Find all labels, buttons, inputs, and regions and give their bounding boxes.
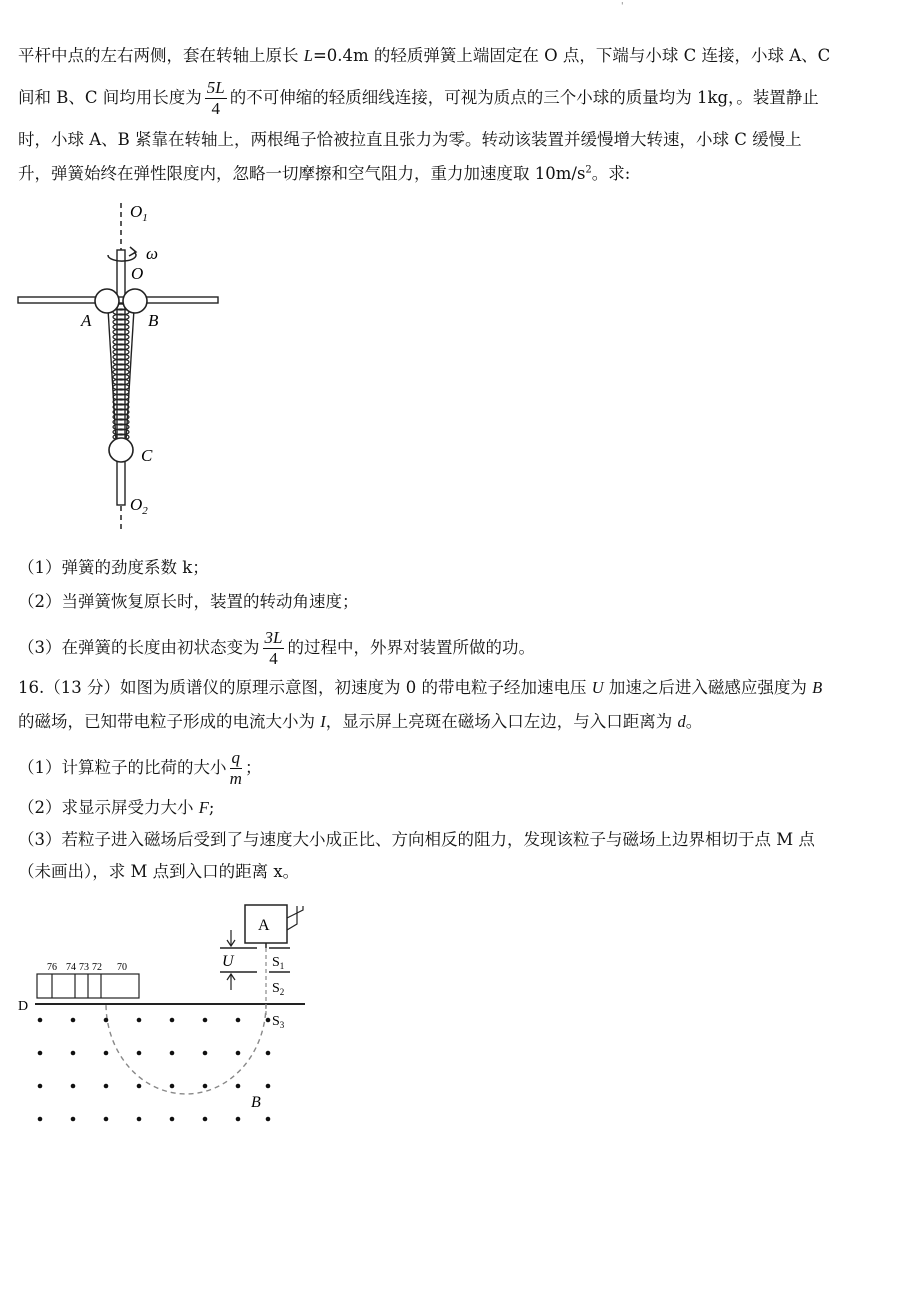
field-dot	[71, 1084, 76, 1089]
field-dot	[38, 1018, 43, 1023]
svg-text:S3: $S_3$	[272, 1014, 285, 1030]
problem-16-question-3-line-2: （未画出），求 M 点到入口的距离 x。	[18, 862, 300, 881]
field-dot	[203, 1084, 208, 1089]
problem-15-line-2: 间和 B、C 间均用长度为 $\frac{5L}{4}$ 的不可伸缩的轻质细线连接，可视为质点的三个小球的质量均为 1kg，。装置静止	[18, 78, 819, 118]
problem-15-question-2: （2）当弹簧恢复原长时，装置的转动角速度；	[18, 592, 359, 611]
fraction-q-over-m: $\frac{q}{m}$	[229, 748, 242, 788]
field-dot	[104, 1018, 109, 1023]
field-dot	[203, 1117, 208, 1122]
page-mark: '	[621, 2, 624, 12]
field-dot	[104, 1084, 109, 1089]
problem-16-question-1: （1）计算粒子的比荷的大小 $\frac{q}{m}$ ；	[18, 748, 262, 788]
problem-16-question-3-line-1: （3）若粒子进入磁场后受到了与速度大小成正比、方向相反的阻力，发现该粒子与磁场上边界相切于点 M 点	[18, 830, 815, 849]
svg-text:A: A	[258, 917, 270, 934]
svg-text:O1: $O_1$	[130, 202, 148, 224]
svg-text:70: 70	[117, 962, 127, 973]
svg-text:O2: $O_2$	[130, 495, 148, 517]
fraction-5L-over-4: $\frac{5L}{4}$	[206, 78, 225, 118]
svg-text:73: 73	[79, 962, 89, 973]
ball-a	[95, 289, 119, 313]
field-dot	[236, 1051, 241, 1056]
ball-c	[109, 438, 133, 462]
svg-text:76: 76	[47, 962, 57, 973]
svg-text:O: O	[131, 264, 144, 283]
field-dot	[236, 1084, 241, 1089]
svg-text:A: A	[81, 311, 92, 330]
svg-text:B: B	[148, 311, 159, 330]
svg-text:D: D	[18, 999, 29, 1014]
field-dot	[104, 1117, 109, 1122]
field-dot	[38, 1084, 43, 1089]
field-dot	[38, 1051, 43, 1056]
field-dot	[203, 1018, 208, 1023]
svg-text:U: U	[222, 953, 234, 970]
field-dot	[137, 1051, 142, 1056]
field-dot	[236, 1117, 241, 1122]
mass-spectrometer-diagram	[15, 900, 315, 1140]
field-dot	[137, 1018, 142, 1023]
problem-15-question-1: （1）弹簧的劲度系数 k；	[18, 558, 209, 577]
field-dot	[170, 1117, 175, 1122]
svg-text:74: 74	[66, 962, 76, 973]
svg-text:S2: $S_2$	[272, 981, 285, 997]
svg-text:ω: ω	[146, 244, 159, 263]
rotating-spring-diagram	[10, 195, 240, 535]
field-dot	[266, 1084, 271, 1089]
field-dot	[71, 1051, 76, 1056]
field-dot	[266, 1117, 271, 1122]
field-dot	[170, 1018, 175, 1023]
field-dot	[137, 1084, 142, 1089]
field-dot	[137, 1117, 142, 1122]
problem-15-line-1: 平杆中点的左右两侧，套在转轴上原长 L=0.4m 的轻质弹簧上端固定在 O 点，下端与小球 C 连接，小球 A、C	[18, 46, 831, 65]
svg-text:S1: $S_1$	[272, 955, 285, 971]
problem-16-line-2: 的磁场，已知带电粒子形成的电流大小为 I，显示屏上亮斑在磁场入口左边，与入口距离为 d。	[18, 712, 703, 731]
ball-b	[123, 289, 147, 313]
field-dot	[71, 1117, 76, 1122]
field-dot	[170, 1084, 175, 1089]
problem-15-question-3: （3）在弹簧的长度由初状态变为 $\frac{3L}{4}$ 的过程中，外界对装置所做的功。	[18, 628, 535, 668]
svg-text:B: B	[251, 1094, 261, 1111]
field-dot	[38, 1117, 43, 1122]
svg-text:C: C	[141, 446, 153, 465]
problem-15-line-4: 升，弹簧始终在弹性限度内，忽略一切摩擦和空气阻力，重力加速度取 $10m/s^2$。求:	[18, 164, 631, 183]
field-dot	[236, 1018, 241, 1023]
fraction-3L-over-4: $\frac{3L}{4}$	[264, 628, 283, 668]
problem-15-line-3: 时，小球 A、B 紧靠在转轴上，两根绳子恰被拉直且张力为零。转动该装置并缓慢增大转速，小球 C 缓慢上	[18, 130, 802, 149]
field-dot	[266, 1018, 271, 1023]
field-dot	[266, 1051, 271, 1056]
field-dot	[104, 1051, 109, 1056]
svg-text:72: 72	[92, 962, 102, 973]
field-dot	[71, 1018, 76, 1023]
field-dot	[170, 1051, 175, 1056]
field-dot	[203, 1051, 208, 1056]
problem-16-header: 16.（13 分）如图为质谱仪的原理示意图，初速度为 0 的带电粒子经加速电压 U 加速之后进入磁感应强度为 B	[18, 678, 823, 697]
problem-16-question-2: （2）求显示屏受力大小 F;	[18, 798, 215, 817]
